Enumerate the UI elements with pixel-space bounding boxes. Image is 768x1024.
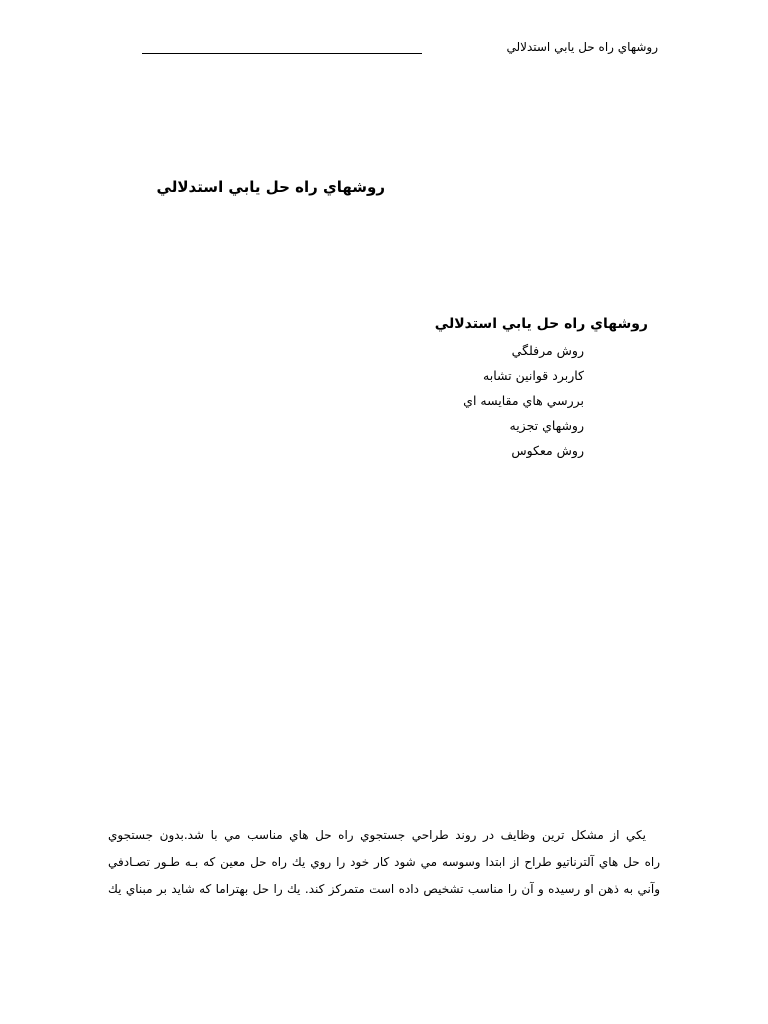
toc-list [408,338,648,463]
toc-item: كاربرد قوانين تشابه [483,368,584,383]
header-rule [142,53,422,54]
toc-heading: روشهاي راه حل يابي استدلالي [434,316,648,332]
toc-item: روش معكوس [511,443,584,458]
toc-item: روش مرفلگي [511,343,584,358]
toc-item: روشهاي تجزيه [509,418,584,433]
toc-item: بررسي هاي مقايسه اي [463,393,584,408]
table-of-contents [408,316,648,463]
page-title: روشهاي راه حل يابي استدلالي [156,178,385,196]
body-line: يكي از مشكل ترين وظايف در روند طراحي جستجوي راه حل هاي مناسب مي با شد.بدون جستجوي [108,828,646,842]
body-line: راه حل هاي آلترناتيو طراح از ابتدا وسوسه مي شود كار خود را روي يك راه حل معين كه بـه طـور تصـادفي [108,855,660,869]
body-paragraph [108,822,660,903]
running-header: روشهاي راه حل يابي استدلالي [506,40,658,54]
body-line: وآني به ذهن او رسيده و آن را مناسب تشخيص داده است متمركز كند. يك را حل بهتراما كه شايد بر مبناي يك [108,882,660,896]
